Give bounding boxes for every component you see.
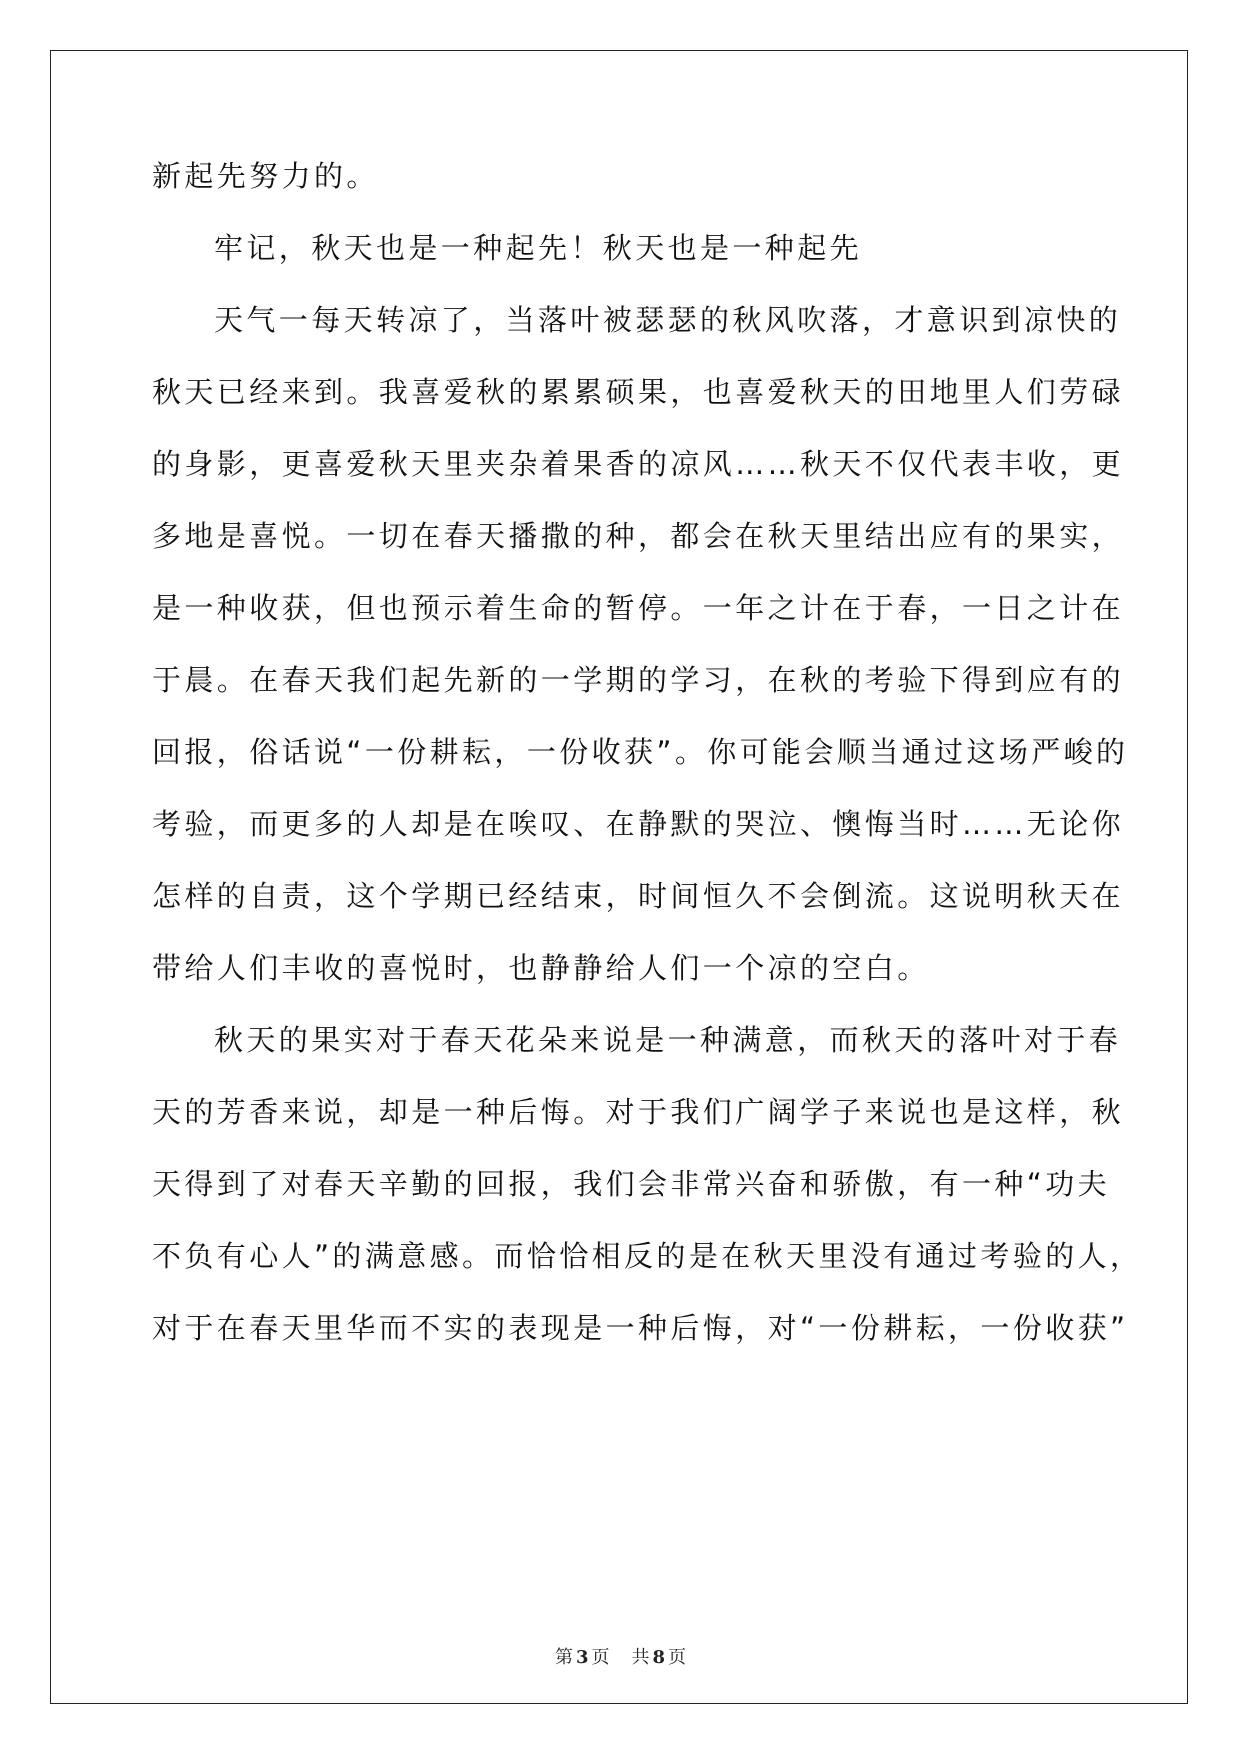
page-current: 3 [575,1647,589,1668]
text-line: 秋天已经来到。我喜爱秋的累累硕果，也喜爱秋天的田地里人们劳碌 [152,375,1125,409]
page-total: 8 [652,1647,666,1668]
total-prefix: 共 [631,1647,650,1668]
text-line: 回报，俗话说“一份耕耘，一份收获”。你可能会顺当通过这场严峻的 [152,735,1129,769]
text-line: 天的芳香来说，却是一种后悔。对于我们广阔学子来说也是这样，秋 [152,1095,1125,1129]
text-line: 新起先努力的。 [152,159,379,193]
text-line: 于晨。在春天我们起先新的一学期的学习，在秋的考验下得到应有的 [152,663,1125,697]
text-line: 天气一每天转凉了，当落叶被瑟瑟的秋风吹落，才意识到凉快的 [214,303,1122,337]
text-line: 的身影，更喜爱秋天里夹杂着果香的凉风……秋天不仅代表丰收，更 [152,447,1125,481]
text-line: 不负有心人”的满意感。而恰恰相反的是在秋天里没有通过考验的人， [152,1239,1143,1273]
text-line: 考验，而更多的人却是在唉叹、在静默的哭泣、懊悔当时……无论你 [152,807,1125,841]
text-line: 秋天的果实对于春天花朵来说是一种满意，而秋天的落叶对于春 [214,1023,1122,1057]
text-line: 多地是喜悦。一切在春天播撒的种，都会在秋天里结出应有的果实， [152,519,1125,553]
text-line: 是一种收获，但也预示着生命的暂停。一年之计在于春，一日之计在 [152,591,1125,625]
text-line: 天得到了对春天辛勤的回报，我们会非常兴奋和骄傲，有一种“功夫 [152,1167,1111,1201]
page-prefix: 第 [554,1647,573,1668]
text-line: 怎样的自责，这个学期已经结束，时间恒久不会倒流。这说明秋天在 [152,879,1125,913]
text-line: 牢记，秋天也是一种起先！秋天也是一种起先 [214,231,863,265]
page-footer [0,1646,1241,1670]
text-line: 带给人们丰收的喜悦时，也静静给人们一个凉的空白。 [152,951,930,985]
page-suffix: 页 [591,1647,610,1668]
text-line: 对于在春天里华而不实的表现是一种后悔，对“一份耕耘，一份收获” [152,1311,1129,1345]
total-suffix: 页 [668,1647,687,1668]
